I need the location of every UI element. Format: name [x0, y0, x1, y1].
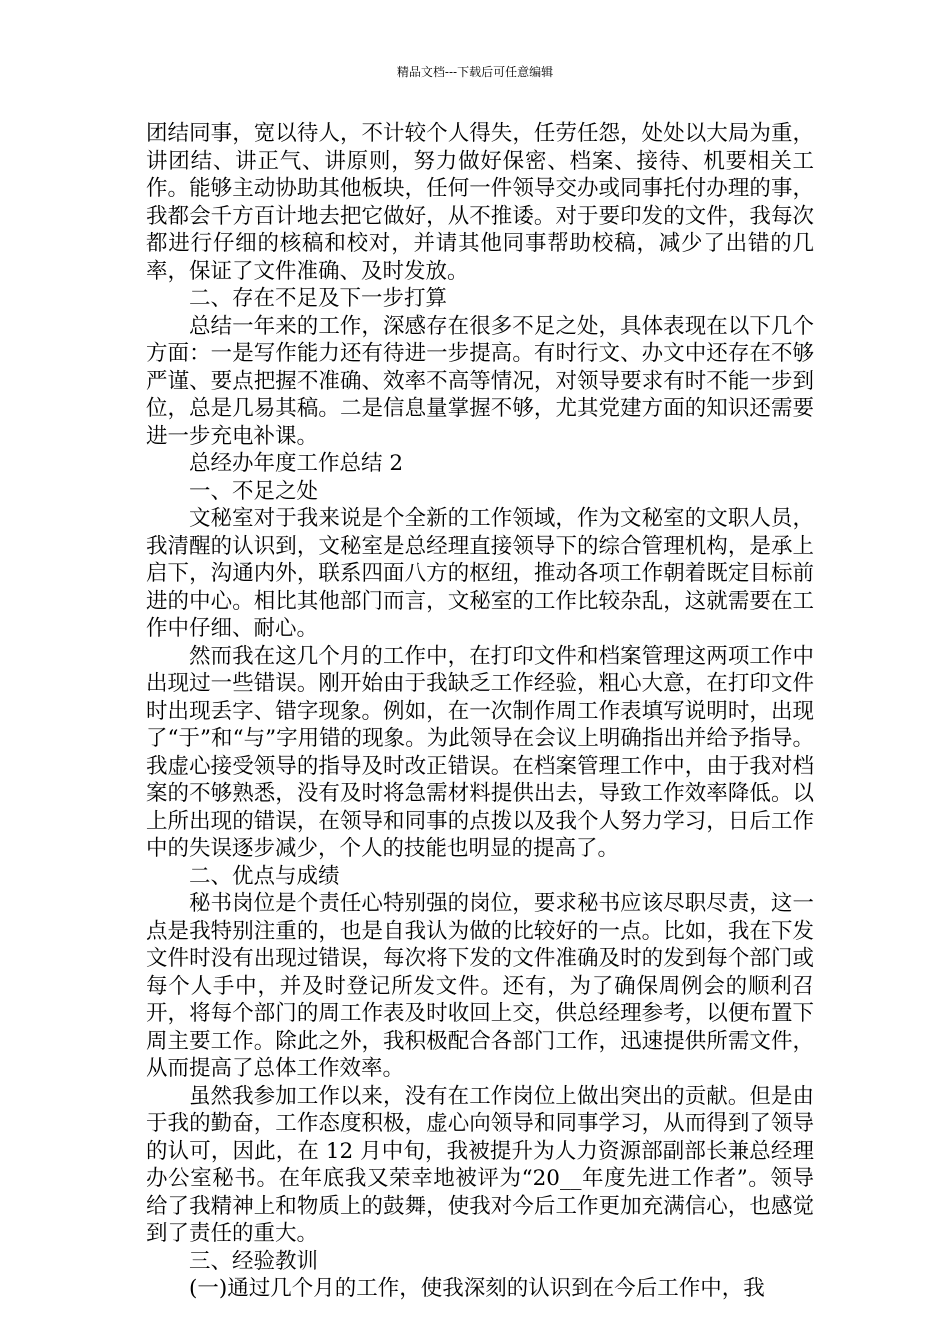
paragraph-teamwork: 团结同事，宽以待人，不计较个人得失，任劳任怨，处处以大局为重，讲团结、讲正气、讲原则，努力做好保密、档案、接待、机要相关工作。能够主动协助其他板块，任何一件领导交办或同事托付办理的事，我都会千方百计地去把它做好，从不推诿。对于要印发的文件，我每次都进行仔细的核稿和校对，并请其他同事帮助校稿，减少了出错的几率，保证了文件准确、及时发放。 [146, 121, 814, 284]
section-heading-strengths: 二、优点与成绩 [189, 863, 340, 889]
paragraph-secretariat-role: 文秘室对于我来说是个全新的工作领域，作为文秘室的文职人员，我清醒的认识到，文秘室是总经理直接领导下的综合管理机构，是承上启下，沟通内外，联系四面八方的枢纽，推动各项工作朝着既定目标前进的中心。相比其他部门而言，文秘室的工作比较杂乱，这就需要在工作中仔细、耐心。 [146, 506, 814, 641]
section-heading-lessons: 三、经验教训 [189, 1248, 319, 1274]
section-heading-shortcomings-plans: 二、存在不足及下一步打算 [189, 286, 448, 311]
paragraph-year-summary: 总结一年来的工作，深感存在很多不足之处，具体表现在以下几个方面：一是写作能力还有待进一步提高。有时行文、办文中还存在不够严谨、要点把握不准确、效率不高等情况，对领导要求有时不能一步到位，总是几易其稿。二是信息量掌握不够，尤其党建方面的知识还需要进一步充电补课。 [146, 313, 814, 449]
document-body [146, 120, 814, 1303]
section-heading-shortcomings: 一、不足之处 [189, 478, 319, 504]
paragraph-lessons-start: (一)通过几个月的工作，使我深刻的认识到在今后工作中，我 [189, 1276, 765, 1301]
document-title-summary-2: 总经办年度工作总结 2 [189, 451, 404, 476]
paragraph-errors: 然而我在这几个月的工作中，在打印文件和档案管理这两项工作中出现过一些错误。刚开始由于我缺乏工作经验，粗心大意，在打印文件时出现丢字、错字现象。例如，在一次制作周工作表填写说明时，出现了“于”和“与”字用错的现象。为此领导在会议上明确指出并给予指导。我虚心接受领导的指导及时改正错误。在档案管理工作中，由于我对档案的不够熟悉，没有及时将急需材料提供出去，导致工作效率降低。以上所出现的错误，在领导和同事的点拨以及我个人努力学习，日后工作中的失误逐步减少，个人的技能也明显的提高了。 [146, 643, 814, 861]
paragraph-promotion: 虽然我参加工作以来，没有在工作岗位上做出突出的贡献。但是由于我的勤奋，工作态度积极，虚心向领导和同事学习，从而得到了领导的认可，因此，在 12 月中旬，我被提升为人力资源部副部长兼总经理办公室秘书。在年底我又荣幸地被评为“20__年度先进工作者”。领导给了我精神上和物质上的鼓舞，使我对今后工作更加充满信心，也感觉到了责任的重大。 [146, 1083, 814, 1246]
paragraph-responsibility: 秘书岗位是个责任心特别强的岗位，要求秘书应该尽职尽责，这一点是我特别注重的，也是自我认为做的比较好的一点。比如，我在下发文件时没有出现过错误，每次将下发的文件准确及时的发到每个部门或每个人手中，并及时登记所发文件。还有，为了确保周例会的顺利召开，将每个部门的周工作表及时收回上交，供总经理参考，以便布置下周主要工作。除此之外，我积极配合各部门工作，迅速提供所需文件，从而提高了总体工作效率。 [146, 891, 814, 1081]
page-header: 精品文档---下载后可任意编辑 [396, 65, 554, 79]
